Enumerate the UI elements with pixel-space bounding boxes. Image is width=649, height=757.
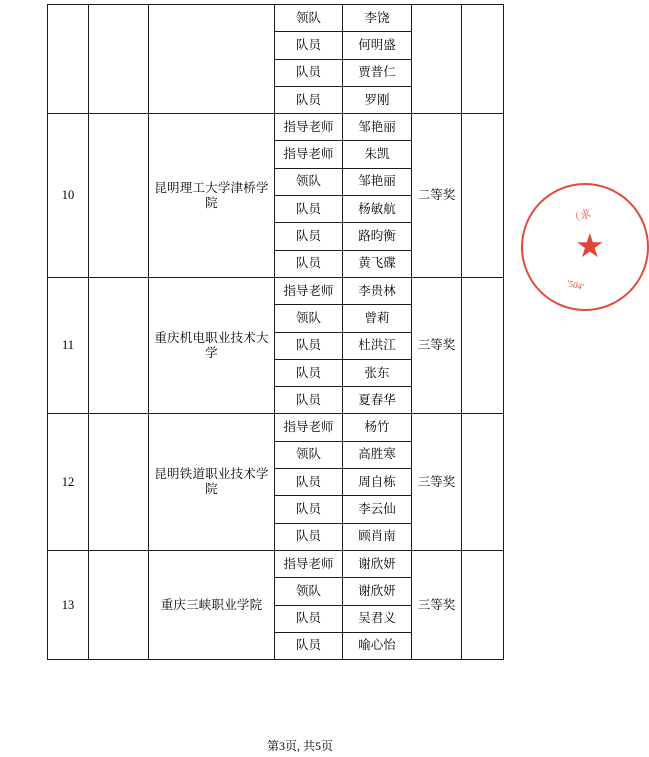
table-row bbox=[48, 114, 504, 141]
cell-school bbox=[149, 5, 275, 114]
cell-role: 领队 bbox=[275, 168, 343, 195]
cell-no: 13 bbox=[48, 550, 89, 659]
official-seal-icon bbox=[565, 183, 635, 333]
cell-no: 12 bbox=[48, 414, 89, 550]
cell-school: 昆明铁道职业技术学院 bbox=[149, 414, 275, 550]
cell-blank-left bbox=[89, 277, 149, 413]
cell-role: 队员 bbox=[275, 469, 343, 496]
cell-blank-right bbox=[462, 277, 504, 413]
cell-name: 夏春华 bbox=[343, 387, 412, 414]
cell-role: 队员 bbox=[275, 196, 343, 223]
seal-star-icon: ★ bbox=[575, 229, 605, 265]
table-row bbox=[48, 5, 504, 32]
seal-top-text: （求 bbox=[567, 207, 593, 227]
cell-school: 昆明理工大学津桥学院 bbox=[149, 114, 275, 278]
cell-award bbox=[412, 5, 462, 114]
cell-role: 队员 bbox=[275, 359, 343, 386]
cell-role: 队员 bbox=[275, 250, 343, 277]
cell-name: 贾普仁 bbox=[343, 59, 412, 86]
cell-name: 顾肖南 bbox=[343, 523, 412, 550]
cell-name: 罗刚 bbox=[343, 86, 412, 113]
cell-blank-left bbox=[89, 414, 149, 550]
cell-award: 三等奖 bbox=[412, 277, 462, 413]
cell-role: 队员 bbox=[275, 523, 343, 550]
cell-role: 队员 bbox=[275, 223, 343, 250]
cell-role: 队员 bbox=[275, 496, 343, 523]
page-footer: 第3页, 共5页 bbox=[266, 739, 333, 753]
cell-name: 何明盛 bbox=[343, 32, 412, 59]
table-row bbox=[48, 277, 504, 304]
cell-role: 指导老师 bbox=[275, 141, 343, 168]
cell-name: 李饶 bbox=[343, 5, 412, 32]
cell-name: 喻心怡 bbox=[343, 632, 412, 659]
cell-name: 杨竹 bbox=[343, 414, 412, 441]
cell-role: 队员 bbox=[275, 387, 343, 414]
seal-bottom-text: '504' bbox=[566, 278, 585, 292]
cell-name: 周自栋 bbox=[343, 469, 412, 496]
cell-name: 谢欣妍 bbox=[343, 578, 412, 605]
cell-name: 邹艳丽 bbox=[343, 168, 412, 195]
table-row bbox=[48, 550, 504, 577]
cell-blank-right bbox=[462, 114, 504, 278]
cell-blank-left bbox=[89, 550, 149, 659]
cell-role: 领队 bbox=[275, 305, 343, 332]
cell-role: 队员 bbox=[275, 86, 343, 113]
cell-school: 重庆三峡职业学院 bbox=[149, 550, 275, 659]
cell-no bbox=[48, 5, 89, 114]
cell-role: 领队 bbox=[275, 5, 343, 32]
cell-role: 队员 bbox=[275, 632, 343, 659]
cell-name: 黄飞碟 bbox=[343, 250, 412, 277]
cell-no: 11 bbox=[48, 277, 89, 413]
cell-name: 路昀衡 bbox=[343, 223, 412, 250]
cell-blank-right bbox=[462, 414, 504, 550]
cell-award: 三等奖 bbox=[412, 414, 462, 550]
cell-blank-left bbox=[89, 114, 149, 278]
cell-role: 指导老师 bbox=[275, 550, 343, 577]
cell-role: 队员 bbox=[275, 32, 343, 59]
cell-blank-left bbox=[89, 5, 149, 114]
cell-role: 队员 bbox=[275, 332, 343, 359]
cell-role: 指导老师 bbox=[275, 414, 343, 441]
cell-school: 重庆机电职业技术大学 bbox=[149, 277, 275, 413]
award-table bbox=[47, 4, 504, 660]
cell-name: 谢欣妍 bbox=[343, 550, 412, 577]
cell-role: 队员 bbox=[275, 605, 343, 632]
cell-blank-right bbox=[462, 5, 504, 114]
award-table-container bbox=[47, 4, 503, 660]
cell-no: 10 bbox=[48, 114, 89, 278]
cell-name: 曾莉 bbox=[343, 305, 412, 332]
cell-name: 李贵林 bbox=[343, 277, 412, 304]
cell-role: 队员 bbox=[275, 59, 343, 86]
cell-name: 张东 bbox=[343, 359, 412, 386]
cell-role: 指导老师 bbox=[275, 114, 343, 141]
cell-name: 朱凯 bbox=[343, 141, 412, 168]
award-table-body bbox=[48, 5, 504, 660]
cell-name: 杨敏航 bbox=[343, 196, 412, 223]
table-row bbox=[48, 414, 504, 441]
cell-role: 领队 bbox=[275, 578, 343, 605]
seal-ring-icon bbox=[521, 183, 649, 311]
cell-name: 吴君义 bbox=[343, 605, 412, 632]
cell-blank-right bbox=[462, 550, 504, 659]
cell-name: 李云仙 bbox=[343, 496, 412, 523]
cell-role: 领队 bbox=[275, 441, 343, 468]
cell-name: 杜洪江 bbox=[343, 332, 412, 359]
cell-role: 指导老师 bbox=[275, 277, 343, 304]
cell-award: 三等奖 bbox=[412, 550, 462, 659]
cell-name: 邹艳丽 bbox=[343, 114, 412, 141]
cell-name: 高胜寒 bbox=[343, 441, 412, 468]
cell-award: 二等奖 bbox=[412, 114, 462, 278]
